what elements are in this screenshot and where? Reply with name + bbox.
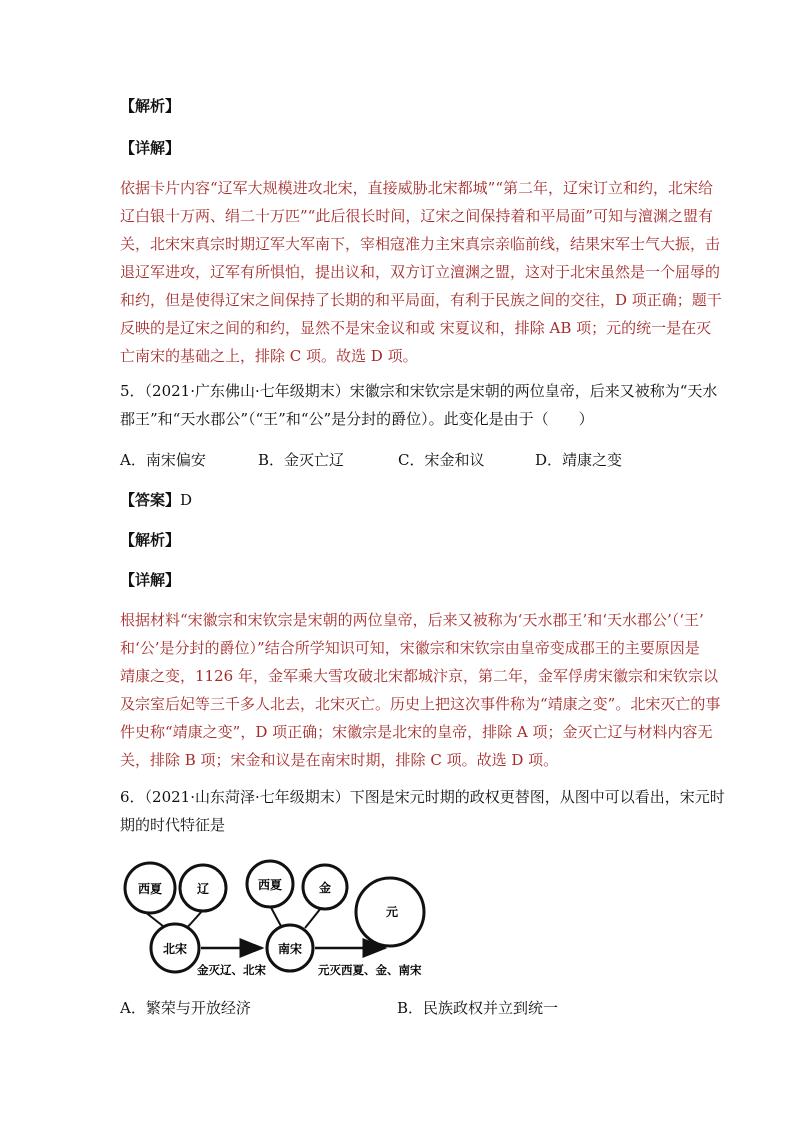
node-label: 西夏 bbox=[137, 882, 163, 896]
q6-option-a: A．繁荣与开放经济 bbox=[120, 999, 251, 1017]
q5-detail-line: 靖康之变，1126 年，金军乘大雪攻破北宋都城汴京，第二年，金军俘虏宋徽宗和宋钦宗以 bbox=[120, 667, 718, 685]
q4-detail-label: 【详解】 bbox=[120, 139, 181, 157]
q5-answer bbox=[120, 490, 192, 510]
q5-detail-line: 件史称“靖康之变”，D 项正确；宋徽宗是北宋的皇帝，排除 A 项；金灭亡辽与材料内容无 bbox=[120, 723, 713, 741]
q5-answer-label: 【答案】 bbox=[120, 491, 181, 509]
q5-option-b: B．金灭亡辽 bbox=[258, 451, 345, 469]
arrow-label: 元灭西夏、金、南宋 bbox=[318, 963, 422, 977]
node-label: 金 bbox=[318, 881, 332, 895]
q4-detail-line: 退辽军进攻，辽军有所惧怕，提出议和，双方订立澶渊之盟，这对于北宋虽然是一个屈辱的 bbox=[120, 263, 721, 281]
q4-detail-line: 和约，但是使得辽宋之间保持了长期的和平局面，有利于民族之间的交往，D 项正确；题干 bbox=[120, 291, 722, 309]
q6-stem-line: 期的时代特征是 bbox=[120, 816, 226, 834]
node-label: 南宋 bbox=[277, 942, 303, 956]
q6-option-b: B．民族政权并立到统一 bbox=[397, 999, 559, 1017]
q4-detail-line: 关，北宋宋真宗时期辽军大军南下，宰相寇准力主宋真宗亲临前线，结果宋军士气大振，击 bbox=[120, 235, 721, 253]
q4-analysis-label: 【解析】 bbox=[120, 97, 181, 115]
q6-stem-line: 6．（2021·山东菏泽·七年级期末）下图是宋元时期的政权更替图，从图中可以看出，宋元时 bbox=[120, 788, 725, 806]
q4-detail-line: 辽白银十万两、绢二十万匹”“此后很长时间，辽宋之间保持着和平局面”可知与澶渊之盟有 bbox=[120, 207, 714, 225]
node-label: 元 bbox=[385, 905, 399, 919]
q5-analysis-label: 【解析】 bbox=[120, 531, 181, 549]
q5-answer-value: D bbox=[180, 491, 193, 509]
q5-detail-line: 及宗室后妃等三千多人北去，北宋灭亡。历史上把这次事件称为“靖康之变”。北宋灭亡的事 bbox=[120, 695, 721, 713]
node-label: 辽 bbox=[196, 882, 210, 896]
node-label: 北宋 bbox=[162, 942, 188, 956]
q5-stem-line: 5．（2021·广东佛山·七年级期末）宋徽宗和宋钦宗是宋朝的两位皇帝，后来又被称为“天水 bbox=[120, 382, 718, 400]
q4-detail-line: 亡南宋的基础之上，排除 C 项。故选 D 项。 bbox=[120, 347, 418, 365]
q5-option-d: D．靖康之变 bbox=[535, 451, 623, 469]
q5-detail-line: 和‘公’是分封的爵位）”结合所学知识可知，宋徽宗和宋钦宗由皇帝变成郡王的主要原因是 bbox=[120, 639, 700, 657]
arrow-label: 金灭辽、北宋 bbox=[197, 963, 266, 977]
node-label: 西夏 bbox=[257, 878, 283, 892]
q5-option-c: C．宋金和议 bbox=[398, 451, 485, 469]
q5-detail-line: 根据材料“宋徽宗和宋钦宗是宋朝的两位皇帝，后来又被称为‘天水郡王’和‘天水郡公’（‘王’ bbox=[120, 611, 704, 629]
q5-detail-label: 【详解】 bbox=[120, 571, 181, 589]
q5-detail-line: 关，排除 B 项；宋金和议是在南宋时期，排除 C 项。故选 D 项。 bbox=[120, 751, 559, 769]
q4-detail-line: 反映的是辽宋之间的和约，显然不是宋金议和或 宋夏议和，排除 AB 项；元的统一是在灭 bbox=[120, 319, 712, 337]
q5-option-a: A．南宋偏安 bbox=[120, 451, 206, 469]
q4-detail-line: 依据卡片内容“辽军大规模进攻北宋，直接威胁北宋都城”“第二年，辽宋订立和约，北宋给 bbox=[120, 179, 714, 197]
q5-stem-line: 郡王”和“天水郡公”（“王”和“公”是分封的爵位）。此变化是由于（ ） bbox=[120, 410, 594, 428]
regime-succession-diagram bbox=[110, 850, 430, 985]
